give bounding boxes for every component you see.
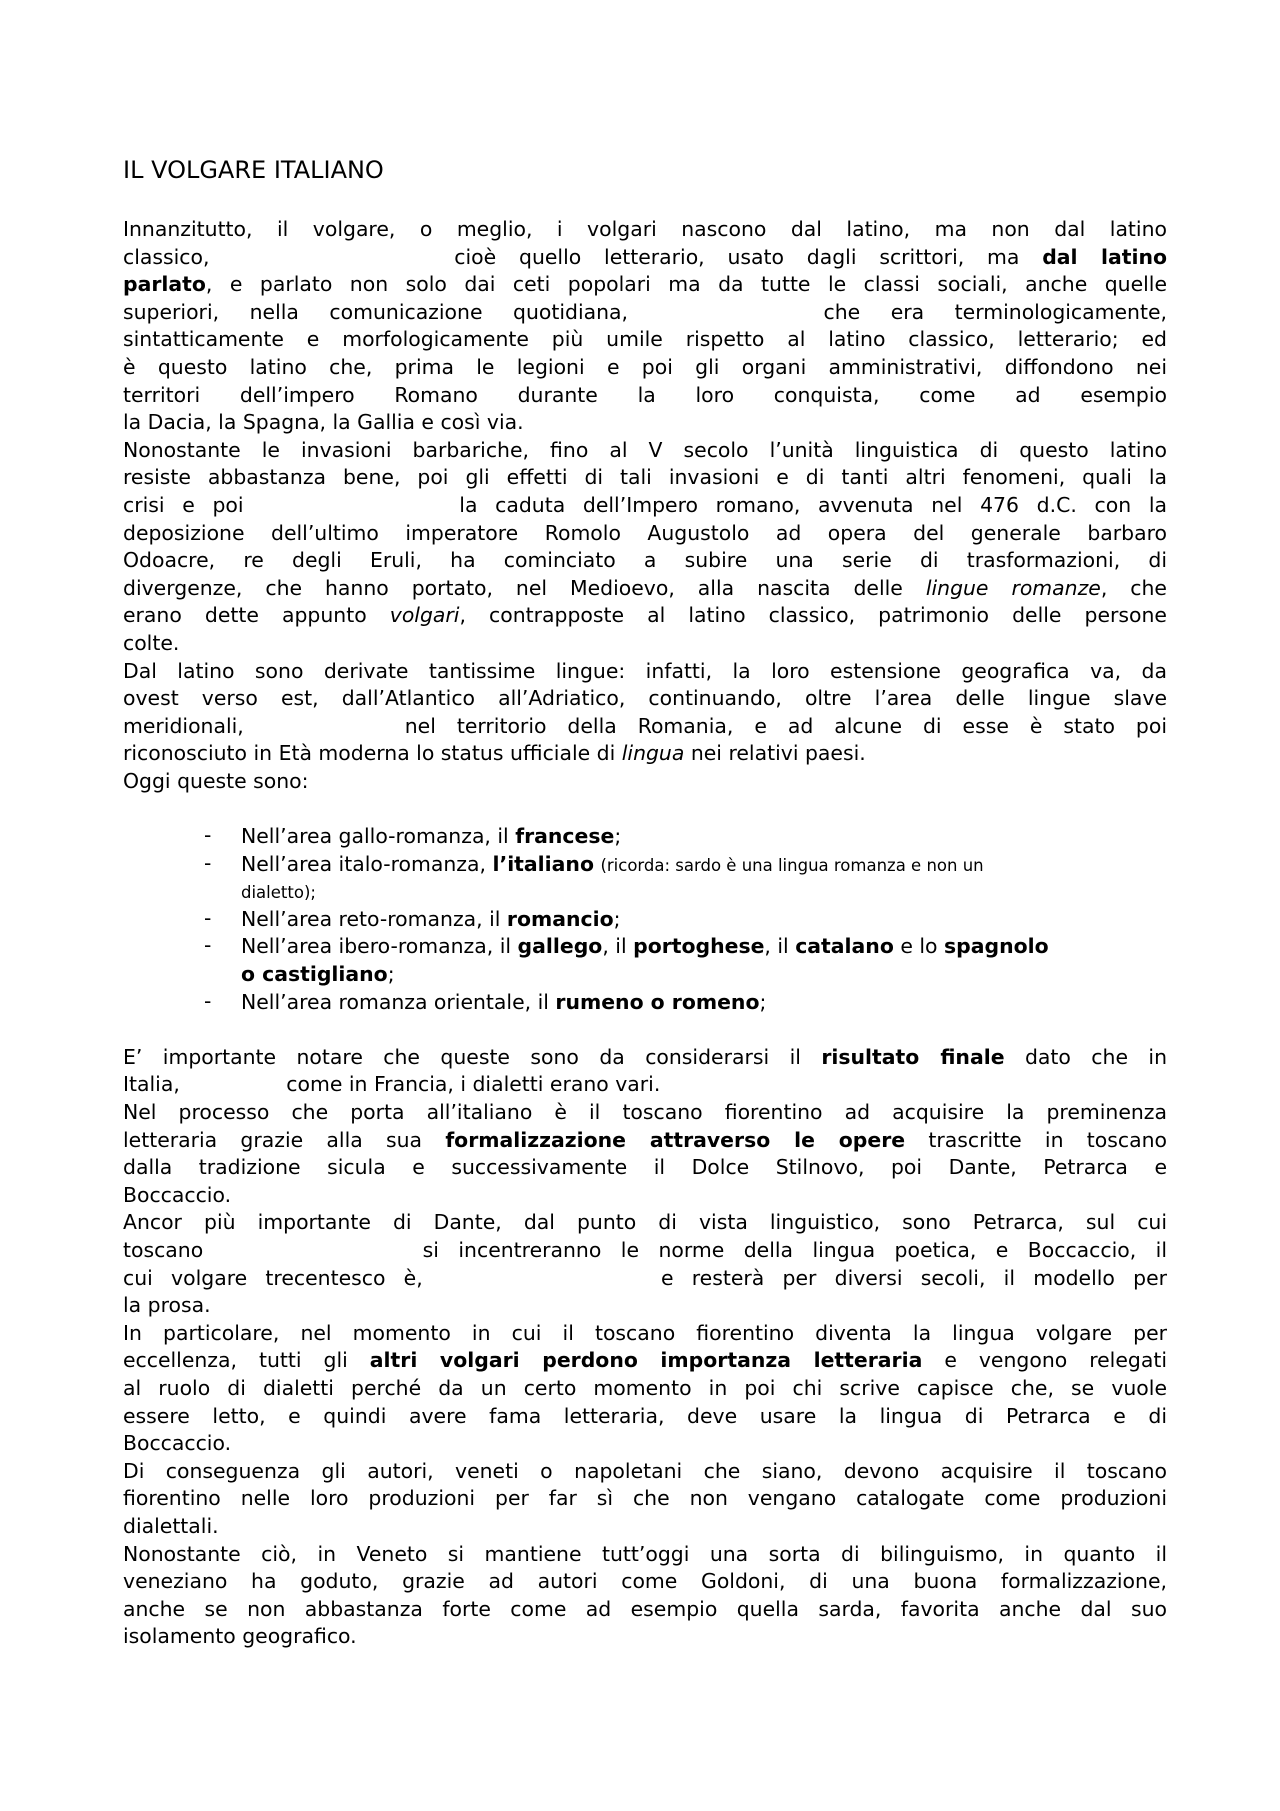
text-run: , il [764,934,796,959]
text-line [123,685,1167,713]
text-line [123,1182,1167,1210]
bold-text: gallego [517,934,603,959]
text-line [123,244,1167,272]
text-line [123,1403,1167,1431]
text-line [123,271,1167,299]
text-run: meridionali, [123,713,265,738]
text-run: , che [1100,575,1167,600]
text-run: Nell’area gallo-romanza, il [241,824,516,849]
text-run: superiori, nella comunicazione quotidiana, [123,299,659,324]
text-run: cioè quello letterario, usato dagli scrittori, ma [454,244,1043,269]
bold-text: formalizzazione attraverso le opere [445,1127,906,1152]
blank-space [232,263,454,264]
text-run: la caduta dell’Impero romano, avvenuta nel 476 d.C. con la [459,492,1167,517]
text-line [123,1071,1167,1099]
text-run: cui volgare trecentesco è, [123,1265,441,1290]
blank-line [123,795,1167,823]
text-line [241,906,1167,934]
paragraph [123,1209,1167,1319]
text-run: trascritte in toscano [905,1127,1167,1152]
text-line [123,768,1167,796]
text-run: In particolare, nel momento in cui il toscano fiorentino diventa la lingua volgare per [123,1320,1167,1345]
text-run: Ancor più importante di Dante, dal punto di vista linguistico, sono Petrarca, sul cui [123,1210,1167,1235]
list-item [123,906,1167,934]
blank-space [659,318,824,319]
list-item [123,851,1167,906]
text-run: deposizione dell’ultimo imperatore Romolo Augustolo ad opera del generale barbaro [123,520,1167,545]
text-line [123,547,1167,575]
text-run: Nonostante le invasioni barbariche, fino al V secolo l’unità linguistica di questo latino [123,437,1167,462]
text-run: Innanzitutto, il volgare, o meglio, i volgari nascono dal latino, ma non dal latino [123,217,1167,241]
blank-space [265,732,405,733]
italic-text: lingua [621,741,685,766]
text-line [123,464,1167,492]
text-line [123,216,1167,244]
list-bullet: - [204,905,212,930]
text-line [241,961,1167,989]
text-run: Odoacre, re degli Eruli, ha cominciato a subire una serie di trasformazioni, di [123,548,1167,573]
text-line [123,658,1167,686]
text-line [123,630,1167,658]
text-run: dalla tradizione sicula e successivamente il Dolce Stilnovo, poi Dante, Petrarca e [123,1155,1167,1180]
text-run: Nell’area romanza orientale, il [241,989,556,1014]
text-run: toscano [123,1237,223,1262]
paragraph [123,1099,1167,1209]
text-line [123,1541,1167,1569]
text-run: anche se non abbastanza forte come ad esempio quella sarda, favorita anche dal suo [123,1596,1167,1621]
text-run: Nonostante ciò, in Veneto si mantiene tutt’oggi una sorta di bilinguismo, in quanto il [123,1541,1167,1566]
blank-space [441,1284,661,1285]
text-line [241,851,1167,879]
text-line [123,1485,1167,1513]
small-text: dialetto); [241,883,316,903]
paragraph [123,1541,1167,1651]
bold-text: parlato [123,272,206,297]
small-text: (ricorda: sardo è una lingua romanza e non un [600,855,984,875]
text-run: Nel processo che porta all’italiano è il toscano fiorentino ad acquisire la preminenza [123,1100,1167,1124]
bold-text: spagnolo [943,934,1049,959]
paragraph [123,768,1167,796]
text-line [123,1430,1167,1458]
text-run: , il [602,934,634,959]
text-line [123,1568,1167,1596]
document-body [123,216,1167,1651]
text-run: E’ importante notare che queste sono da considerarsi il [123,1044,822,1069]
text-run: classico, [123,244,233,269]
text-line [123,409,1167,437]
paragraph [123,437,1167,658]
text-run: nel territorio della Romania, e ad alcune di esse è stato poi [404,713,1167,738]
text-run: e vengono relegati [922,1348,1167,1373]
bold-text: portoghese [633,934,765,959]
italic-text: lingue romanze [925,575,1101,600]
text-run: Oggi queste sono: [123,768,309,793]
text-line [123,740,1167,768]
text-line [241,989,1167,1017]
text-line [123,1347,1167,1375]
text-run: la prosa. [123,1293,211,1318]
blank-space [223,1256,423,1257]
text-line [241,823,1167,851]
text-line [123,1513,1167,1541]
text-run: divergenze, che hanno portato, nel Medioevo, alla nascita delle [123,575,926,600]
text-run: dato che in [1004,1044,1168,1069]
text-run: Nell’area italo-romanza, [241,851,493,876]
text-run: fiorentino nelle loro produzioni per far sì che non vengano catalogate come produzioni [123,1486,1167,1511]
text-run: Italia, [123,1072,187,1097]
bold-text: francese [515,824,615,849]
blank-space [186,1090,286,1091]
text-line [123,1154,1167,1182]
text-line [123,492,1167,520]
text-run: territori dell’impero Romano durante la loro conquista, come ad esempio [123,382,1167,407]
text-line [123,382,1167,410]
text-line [241,878,1167,906]
bold-text: o castigliano [241,962,388,987]
text-line [123,1596,1167,1624]
text-run: isolamento geografico. [123,1624,357,1649]
document-page [123,156,1167,1651]
paragraph [123,216,1167,437]
text-line [123,1237,1167,1265]
bold-text: catalano [795,934,894,959]
list-bullet: - [204,823,212,848]
paragraph [123,1458,1167,1541]
text-run: si incentreranno le norme della lingua poetica, e Boccaccio, il [422,1237,1167,1262]
text-run: , contrapposte al latino classico, patrimonio delle persone [459,603,1167,628]
text-run: e lo [893,934,944,959]
blank-space [261,511,459,512]
document-title: IL VOLGARE ITALIANO [123,156,384,184]
text-line [123,575,1167,603]
text-run: letteraria grazie alla sua [123,1127,446,1152]
list-bullet: - [204,933,212,958]
text-run: ; [387,962,395,987]
blank-line [123,1016,1167,1044]
text-line [123,354,1167,382]
bold-text: rumeno o romeno [555,989,760,1014]
text-run: dialettali. [123,1513,219,1538]
paragraph [123,1320,1167,1458]
text-line [123,602,1167,630]
text-run: , e parlato non solo dai ceti popolari ma da tutte le classi sociali, anche quelle [205,272,1167,297]
text-line [123,1320,1167,1348]
paragraph [123,658,1167,768]
text-run: ovest verso est, dall’Atlantico all’Adriatico, continuando, oltre l’area delle lingue slave [123,686,1167,711]
text-run: colte. [123,630,180,655]
text-line [123,299,1167,327]
text-run: veneziano ha goduto, grazie ad autori come Goldoni, di una buona formalizzazione, [123,1569,1167,1594]
bold-text: romancio [506,906,614,931]
text-line [123,437,1167,465]
text-run: erano dette appunto [123,603,390,628]
bold-text: dal latino [1042,244,1167,269]
paragraph [123,1044,1167,1099]
text-run: al ruolo di dialetti perché da un certo momento in poi chi scrive capisce che, se vuole [123,1375,1167,1400]
text-run: come in Francia, i dialetti erano vari. [286,1072,661,1097]
text-line [123,1127,1167,1155]
text-run: che era terminologicamente, [823,299,1167,324]
text-line [123,1292,1167,1320]
text-run: sintatticamente e morfologicamente più umile rispetto al latino classico, letterario; ed [123,327,1167,352]
text-line [123,326,1167,354]
bold-text: risultato finale [821,1044,1005,1069]
text-run: riconosciuto in Età moderna lo status ufficiale di [123,741,622,766]
text-run: Di conseguenza gli autori, veneti o napoletani che siano, devono acquisire il toscano [123,1458,1167,1483]
text-run: eccellenza, tutti gli [123,1348,370,1373]
text-run: Boccaccio. [123,1431,232,1456]
list-item [123,823,1167,851]
text-run: Nell’area reto-romanza, il [241,906,507,931]
list-item [123,989,1167,1017]
text-run: Dal latino sono derivate tantissime lingue: infatti, la loro estensione geografica va, da [123,658,1167,683]
italic-text: volgari [389,603,460,628]
list-bullet: - [204,988,212,1013]
text-run: e resterà per diversi secoli, il modello per [660,1265,1168,1290]
bold-text: altri volgari perdono importanza letteraria [369,1348,923,1373]
text-line [123,1375,1167,1403]
list-bullet: - [204,850,212,875]
text-run: Boccaccio. [123,1182,232,1207]
text-line [123,1623,1167,1651]
text-run: resiste abbastanza bene, poi gli effetti di tali invasioni e di tanti altri fenomeni, quali la [123,465,1167,490]
text-line [123,713,1167,741]
text-run: nei relativi paesi. [684,741,866,766]
text-line [123,1044,1167,1072]
bold-text: l’italiano [492,851,594,876]
text-line [123,1458,1167,1486]
text-run: la Dacia, la Spagna, la Gallia e così via. [123,410,524,435]
text-line [241,933,1167,961]
text-run: crisi e poi [123,492,262,517]
text-line [123,1265,1167,1293]
text-run: ; [759,989,767,1014]
text-run: è questo latino che, prima le legioni e poi gli organi amministrativi, diffondono nei [123,354,1167,379]
list-item [123,933,1167,988]
text-line [123,520,1167,548]
text-run: essere letto, e quindi avere fama letteraria, deve usare la lingua di Petrarca e di [123,1403,1167,1428]
text-run: ; [614,824,622,849]
text-line [123,1209,1167,1237]
text-run: Nell’area ibero-romanza, il [241,934,518,959]
text-line [123,1099,1167,1127]
text-run: ; [613,906,621,931]
